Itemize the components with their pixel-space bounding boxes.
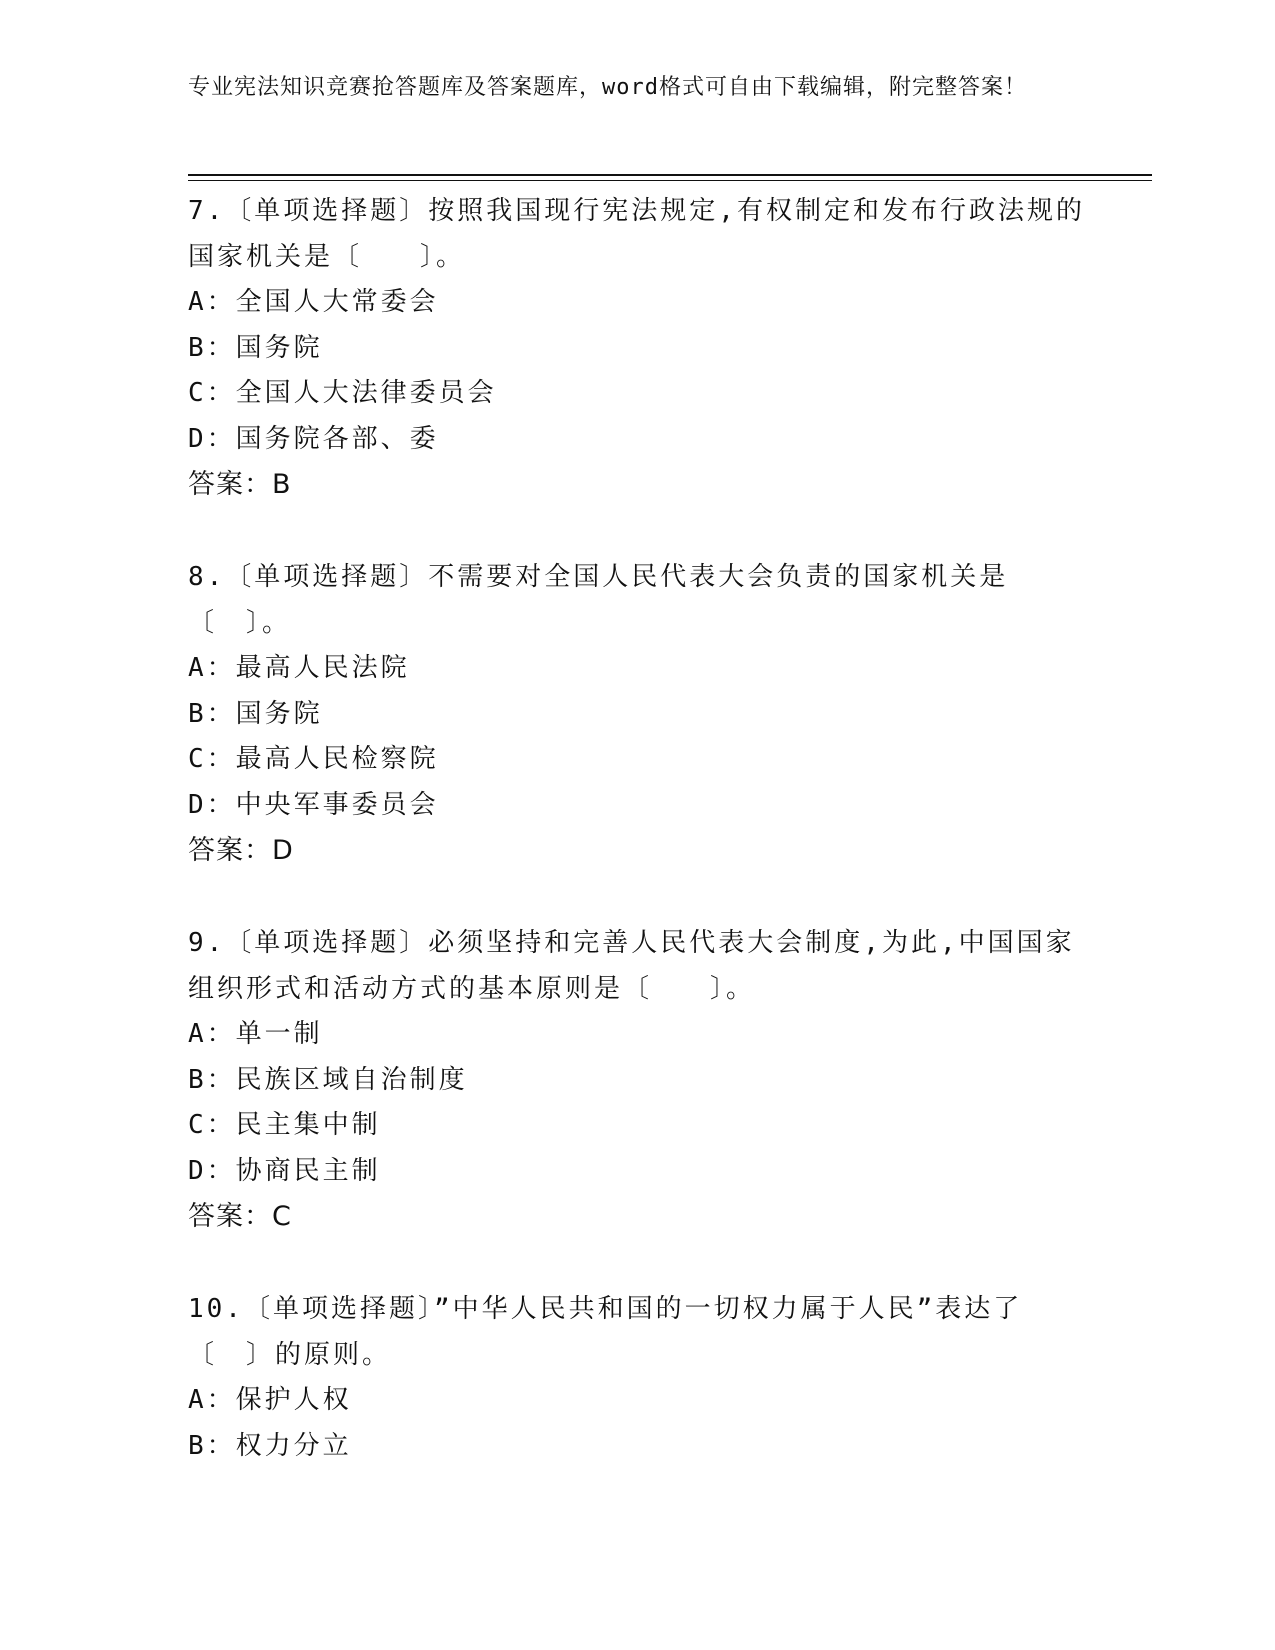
option-c: C：全国人大法律委员会: [188, 378, 497, 408]
header-divider-thin: [188, 180, 1152, 181]
option-a: A：最高人民法院: [188, 653, 410, 683]
option-b: B：民族区域自治制度: [188, 1064, 468, 1095]
document-header: 专业宪法知识竞赛抢答题库及答案题库，word格式可自由下载编辑，附完整答案！: [188, 75, 1027, 100]
question-item: [188, 554, 1088, 874]
question-item: [188, 1286, 1088, 1469]
question-item: [188, 188, 1088, 508]
question-list: [188, 188, 1088, 1515]
question-stem: 7.〔单项选择题〕按照我国现行宪法规定,有权制定和发布行政法规的国家机关是〔 〕。: [188, 196, 1085, 272]
option-b: B：权力分立: [188, 1430, 352, 1461]
option-d: D：协商民主制: [188, 1155, 381, 1186]
question-stem: 8.〔单项选择题〕不需要对全国人民代表大会负责的国家机关是〔 〕。: [188, 562, 1009, 638]
option-d: D：中央军事委员会: [188, 789, 439, 820]
option-d: D：国务院各部、委: [188, 423, 439, 454]
option-c: C：民主集中制: [188, 1110, 381, 1140]
answer-line: 答案：B: [188, 469, 292, 500]
option-c: C：最高人民检察院: [188, 744, 439, 774]
answer-line: 答案：D: [188, 835, 294, 866]
option-a: A：单一制: [188, 1019, 323, 1049]
option-a: A：全国人大常委会: [188, 287, 439, 317]
question-stem: 10.〔单项选择题〕”中华人民共和国的一切权力属于人民”表达了〔 〕的原则。: [188, 1294, 1023, 1370]
question-stem: 9.〔单项选择题〕必须坚持和完善人民代表大会制度,为此,中国国家组织形式和活动方式的基本原则是〔 〕。: [188, 928, 1075, 1004]
option-b: B：国务院: [188, 332, 323, 363]
header-divider-thick: [188, 174, 1152, 176]
option-b: B：国务院: [188, 698, 323, 729]
option-a: A：保护人权: [188, 1385, 352, 1415]
question-item: [188, 920, 1088, 1240]
answer-line: 答案：C: [188, 1201, 292, 1232]
